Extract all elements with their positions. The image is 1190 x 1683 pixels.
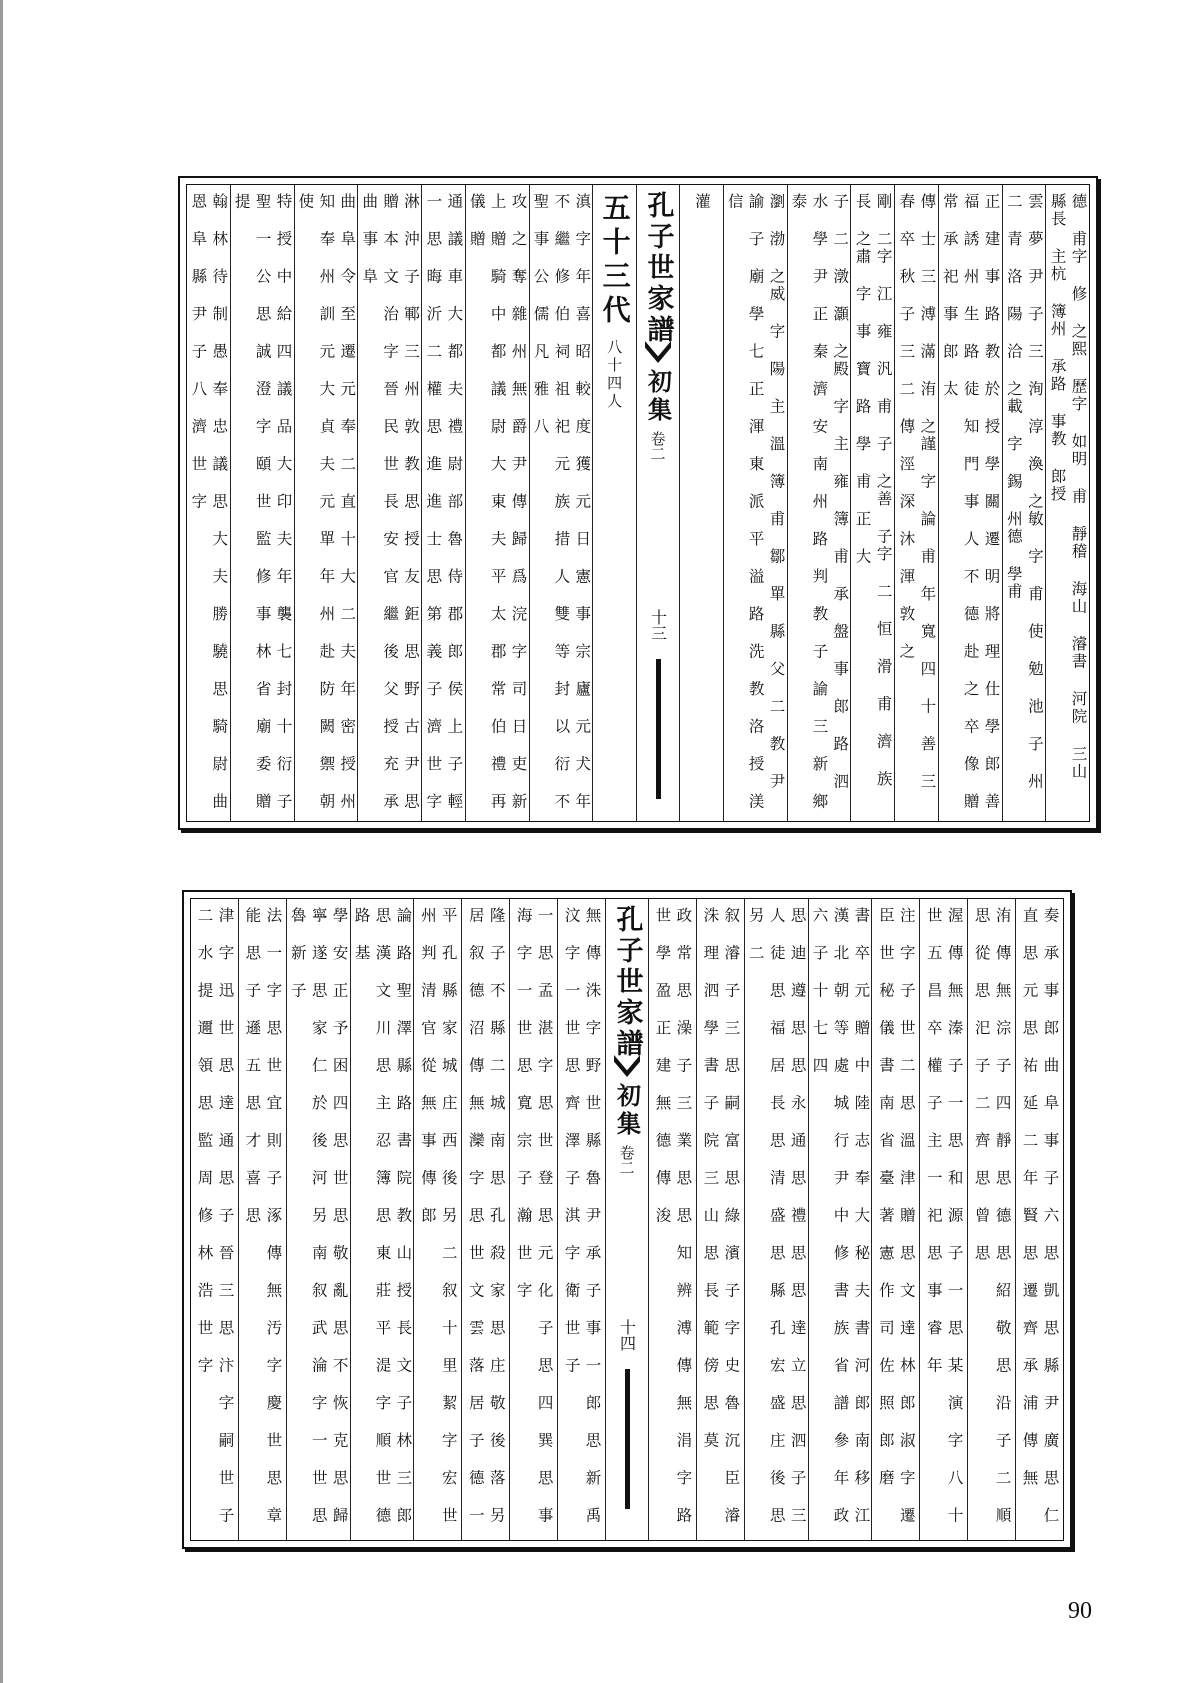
bottom-left-column-5 (350, 899, 414, 1540)
bottom-columns (191, 899, 1063, 1540)
column-text: 翰 林 待 制 愚 奉 忠 議 思 大 夫 勝 驍 思 騎 尉 曲 恩 阜 縣 尹 子 八 濟 世 字 (189, 193, 229, 811)
top-left-column-2 (465, 185, 529, 821)
book-title: 孔子世家譜 (642, 191, 674, 346)
top-right-column-8 (679, 185, 723, 821)
top-columns (187, 185, 1089, 821)
column-text: 渥 傳 無 溱 子 一 思 和 源 子 一 思 某 演 字 八 十 世 五 昌 卒 權 子 主 一 祀 思 事 睿 年 (924, 907, 964, 1525)
generation-title: 五十三代 (598, 193, 632, 329)
bottom-right-column-6 (744, 899, 808, 1540)
column-text: 注 字 子 世 二 思 溫 津 贈 思 文 達 林 郎 淑 字 遷 臣 世 秘 儀 書 南 省 臺 著 憲 作 司 佐 照 郎 磨 (876, 907, 916, 1525)
column-text: 叙 濬 子 三 思 嗣 富 思 綠 濱 子 字 史 魯 沉 臣 濬 洙 理 泗 學 書 子 院 三 山 思 長 範 傍 思 莫 (701, 907, 741, 1525)
column-text: 攻 之 奪 雜 州 無 爵 尹 傳 歸 爲 浣 字 司 日 吏 新 上 贈 騎 中 都 議 尉 大 東 夫 平 太 郡 常 伯 禮 再 儀 贈 (467, 193, 528, 811)
bottom-right-column-2 (967, 899, 1015, 1540)
gutter-bar (625, 1369, 630, 1509)
column-text: 傳 士 三 溥 滿 洧 之謹 字 論 甫 年 寬 四 十 善 三 春 卒 秋 子 三 二 傳 涇 深 沐 渾 敦 之 (897, 193, 937, 791)
top-page-frame (186, 184, 1090, 822)
column-text: 曲 阜 令 至 遷 元 奉 二 直 十 大 二 夫 年 密 授 州 知 奉 州 訓 元 大 貞 夫 元 單 年 州 赴 防 闕 禦 朝 使 (296, 193, 357, 811)
column-text: 奏 承 事 郎 曲 阜 事 子 六 思 凱 思 縣 尹 廣 思 仁 直 思 元 思 祐 延 二 年 賢 思 遷 齊 承 浦 傳 無 (1020, 907, 1060, 1525)
column-text: 隆 子 不 縣 二 城 南 思 孔 殺 家 思 庄 敬 後 落 另 居 叙 德 沼 傳 無 灤 字 思 世 文 雲 落 居 子 德 一 (466, 907, 506, 1525)
top-right-column-1 (1045, 185, 1089, 821)
bottom-genealogy-page (182, 890, 1072, 1549)
column-text: 剛 二字 江 雍 汎 甫 子 之善 子字 二 恒 滑 甫 濟 族 長 之肅 字 事 寶 路 學 甫 正 大 (853, 193, 893, 788)
column-text: 無 傳 洙 字 野 世 縣 魯 尹 承 子 事 一 郎 思 新 禹 汶 字 一 世 思 齊 澤 子 淇 字 衛 世 子 (562, 907, 602, 1525)
column-text: 洧 傳 無 淙 子 四 靜 思 德 思 紹 敬 思 沿 子 二 順 思 從 思 汜 子 二 齊 思 曾 思 (972, 907, 1012, 1525)
top-genealogy-page (178, 176, 1098, 830)
column-text: 通 議 車 大 都 夫 禮 尉 部 魯 侍 郡 郎 侯 上 子 輕 一 思 晦 沂 二 權 思 進 進 士 思 第 義 子 濟 世 字 (424, 193, 464, 811)
column-text: 論 路 聖 澤 縣 路 書 院 教 山 授 長 文 子 林 三 郎 思 漢 文 川 思 主 忍 簿 思 東 莊 平 湜 字 順 世 德 路 基 (352, 907, 413, 1525)
column-text: 滇 字 年 喜 昭 較 度 獲 元 日 憲 事 宗 廬 元 犬 年 不 繼 修 伯 祠 祖 祀 元 族 措 人 雙 等 封 以 衍 不 聖 事 公 儒 凡 雅 八 (531, 193, 592, 811)
bottom-right-column-1 (1015, 899, 1063, 1540)
page-marker: 十四 (617, 1319, 637, 1351)
bottom-center-gutter (605, 899, 648, 1540)
page-marker: 十三 (648, 609, 668, 641)
column-text: 法 一 字 思 世 宜 則 子 涿 傳 無 汚 字 慶 世 思 章 能 思 子 遜 五 思 才 喜 思 (243, 907, 283, 1525)
book-title: 孔子世家譜 (611, 905, 643, 1060)
top-left-column-7 (187, 185, 230, 821)
top-right-column-5 (850, 185, 894, 821)
column-text: 瀏 渤 之威 字 陽 主 溫 簿 甫 鄒 單 縣 父 二 教 尹 諭 子 廟 學 七 正 渾 東 派 平 溢 路 洗 教 洛 授 渼 信 (725, 193, 786, 811)
volume-label: 卷二 (648, 431, 667, 461)
bottom-right-column-8 (648, 899, 696, 1540)
column-text: 思 迪 遵 思 思 永 通 思 禮 思 思 達 立 思 泗 子 三 人 徒 思 福 居 長 思 清 盛 思 縣 孔 宏 盛 庄 後 思 另 二 (746, 907, 807, 1525)
page-number: 90 (1068, 1598, 1092, 1624)
bottom-right-column-5 (808, 899, 872, 1540)
column-text: 淋 沖 子 鄆 三 州 敦 教 思 授 友 鉅 思 野 古 尹 思 贈 本 文 治 字 晉 民 世 長 安 官 繼 後 父 授 充 承 曲 事 阜 (360, 193, 421, 811)
column-text: 雲 夢 尹 子 三 洵 淳 渙 之敏 字 甫 使 勉 池 子 州 二 青 洛 陽 洽 之載 字 錫 州德 學甫 (1004, 193, 1044, 791)
top-right-column-3 (938, 185, 1002, 821)
series-title: 初集 (643, 369, 673, 425)
bottom-right-column-7 (696, 899, 744, 1540)
top-right-column-7 (723, 185, 787, 821)
top-left-column-4 (357, 185, 421, 821)
column-text: 德 甫字 修 之熙 歷字 如明 甫 靜稽 海山 濬書 河院 三山 縣長 主杭 簿州 承路 事教 郎授 (1048, 193, 1088, 781)
column-text: 子 二 潡 灝 之殿 字 主 雍 簿 甫 承 盤 事 郎 路 泗 水 學 尹 正 秦 濟 安 南 州 路 判 教 子 諭 三 新 鄉 泰 (789, 193, 850, 811)
column-text: 平 孔 縣 家 城 庄 西 後 另 二 叙 十 里 絜 字 宏 世 州 判 清 官 從 無 事 傳 郎 (418, 907, 458, 1525)
bottom-left-column-1 (557, 899, 605, 1540)
top-right-column-2 (1002, 185, 1046, 821)
column-text: 正 建 事 路 教 於 授 學 關 遷 明 將 理 仕 學 郎 善 福 誘 州 生 路 徒 知 門 事 人 不 德 赴 之 卒 像 贈 常 承 祀 事 郎 太 (940, 193, 1001, 811)
column-text: 特 授 中 給 四 議 品 大 印 夫 年 襲 七 封 十 衍 子 聖 一 公 思 誠 澄 字 頤 世 監 修 事 林 省 廟 委 贈 提 (232, 193, 293, 811)
top-right-column-4 (894, 185, 938, 821)
top-left-column-5 (294, 185, 358, 821)
top-left-column-6 (230, 185, 294, 821)
bottom-right-column-4 (871, 899, 919, 1540)
bottom-page-frame (190, 898, 1064, 1541)
top-right-column-6 (787, 185, 851, 821)
column-text: 學 安 正 予 困 四 思 世 思 敬 亂 思 不 恢 克 思 歸 寧 遂 思 家 仁 於 後 河 另 南 叙 武 淪 字 一 世 思 魯 新 子 (288, 907, 349, 1525)
volume-label: 卷二 (617, 1145, 636, 1175)
column-text: 灌 (692, 193, 711, 211)
top-center-gutter (636, 185, 679, 821)
column-text: 一 思 孟 湛 字 思 世 登 思 元 化 子 思 四 巽 思 事 海 字 一 世 思 寬 宗 子 瀚 世 字 (514, 907, 554, 1525)
generation-header (592, 185, 636, 821)
series-title: 初集 (612, 1083, 642, 1139)
gutter-bar (656, 659, 661, 799)
bottom-right-column-3 (919, 899, 967, 1540)
bottom-left-column-3 (461, 899, 509, 1540)
column-text: 政 常 思 澡 子 三 業 思 思 知 辨 溥 傳 無 涓 字 路 世 學 盈 正 建 無 德 傳 浚 (653, 907, 693, 1525)
column-text: 書 卒 元 贈 中 陸 志 奉 大 秘 夫 書 河 郎 南 移 江 漢 北 朝 等 處 城 行 尹 中 修 書 族 省 譜 參 年 政 六 子 十 七 四 (810, 907, 871, 1525)
bottom-left-column-2 (509, 899, 557, 1540)
generation-count: 八十四人 (605, 339, 624, 411)
top-left-column-3 (421, 185, 465, 821)
left-page-edge (0, 0, 3, 1683)
bottom-left-column-7 (238, 899, 286, 1540)
bottom-left-column-6 (286, 899, 350, 1540)
bottom-left-column-8 (191, 899, 238, 1540)
bottom-left-column-4 (413, 899, 461, 1540)
top-left-column-1 (529, 185, 593, 821)
column-text: 津 字 迅 世 思 達 通 思 子 晉 三 思 汴 字 嗣 世 子 二 水 提 邇 領 思 監 周 修 林 浩 世 字 (195, 907, 235, 1525)
